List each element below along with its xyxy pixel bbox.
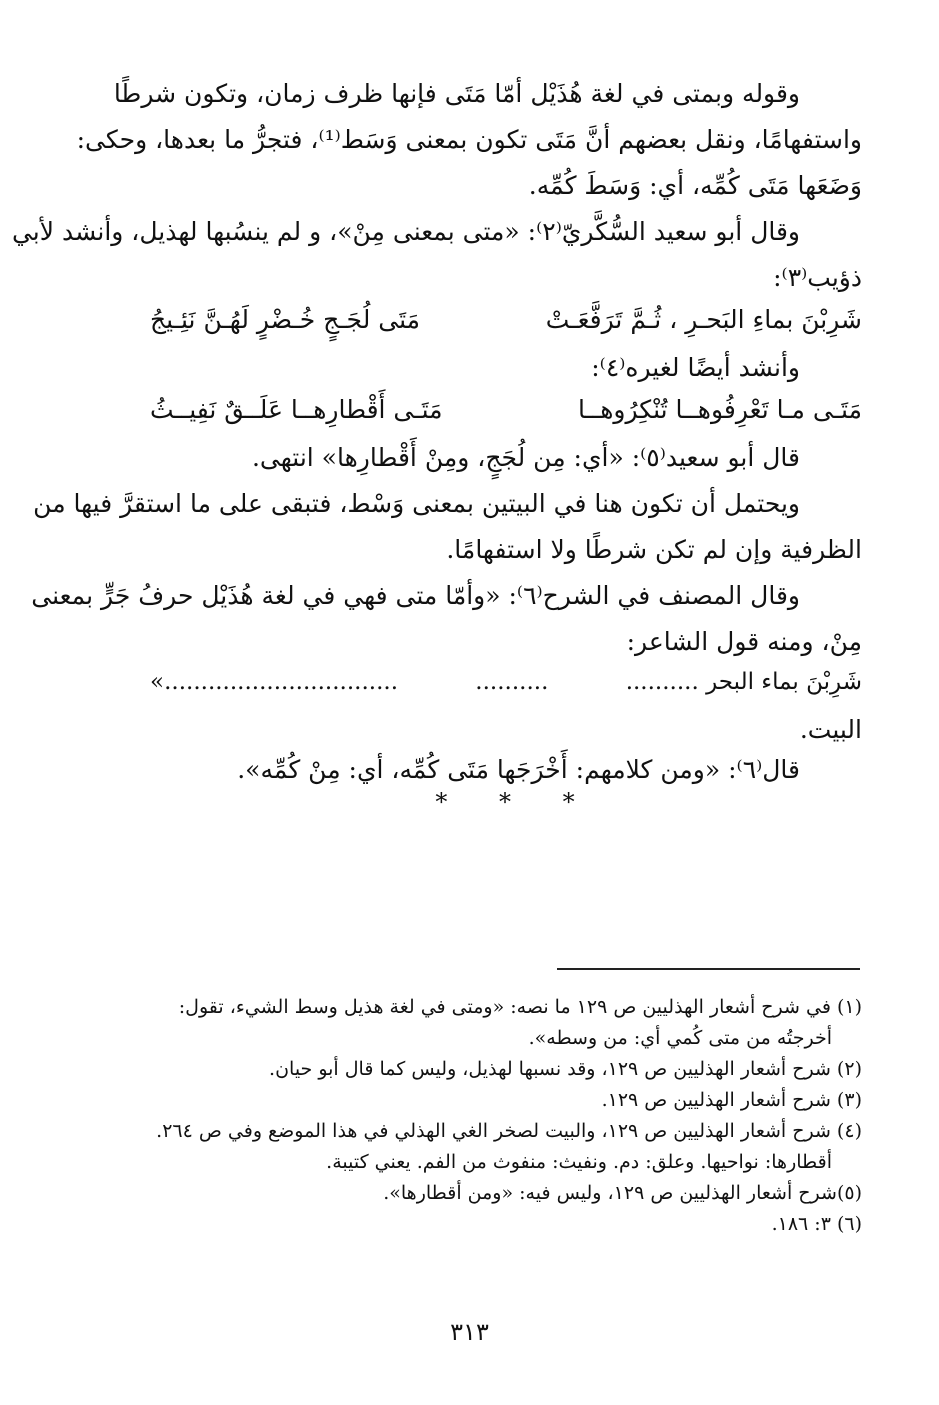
body-line-9: الظرفية وإن لم تكن شرطًا ولا استفهامًا. bbox=[446, 535, 862, 564]
body-line-7: قال أبو سعيد⁽٥⁾: «أي: مِن لُجَجٍ، ومِنْ أَقْطارِها» انتهى. bbox=[251, 443, 800, 472]
footnote-1: (١) في شرح أشعار الهذليين ص ١٢٩ ما نصه: «ومتى في لغة هذيل وسط الشيء، تقول: bbox=[178, 996, 862, 1018]
dotted-verse bbox=[150, 664, 862, 700]
body-line-8: ويحتمل أن تكون هنا في البيتين بمعنى وَسْط، فتبقى على ما استقرَّ فيها من bbox=[33, 489, 800, 518]
body-line-6: وأنشد أيضًا لغيره⁽٤⁾: bbox=[591, 353, 800, 382]
footnote-6: (٦) ٣: ١٨٦. bbox=[771, 1213, 862, 1235]
body-line-3: وَضَعَها مَتَى كُمِّه، أي: وَسَطَ كُمِّه. bbox=[528, 171, 862, 200]
body-line-12: البيت. bbox=[799, 715, 862, 744]
body-line-11: مِنْ، ومنه قول الشاعر: bbox=[626, 627, 862, 656]
footnotes bbox=[150, 992, 862, 1240]
body-line-1: وقوله وبمتى في لغة هُذَيْل أمّا مَتَى فإنها ظرف زمان، وتكون شرطًا bbox=[113, 79, 800, 108]
footnote-3: (٣) شرح أشعار الهذليين ص ١٢٩. bbox=[601, 1089, 862, 1111]
body-line-10: وقال المصنف في الشرح⁽٦⁾: «وأمّا متى فهي في لغة هُذَيْل حرفُ جَرٍّ بمعنى bbox=[31, 581, 800, 610]
section-stars: * * * bbox=[435, 788, 597, 816]
footnote-2: (٢) شرح أشعار الهذليين ص ١٢٩، وقد نسبها لهذيل، وليس كما قال أبو حيان. bbox=[269, 1058, 862, 1080]
footnote-4: (٤) شرح أشعار الهذليين ص ١٢٩، والبيت لصخر الغي الهذلي في هذا الموضع وفي ص ٢٦٤. bbox=[156, 1120, 862, 1142]
verse-1-first-hemistich: شَرِبْنَ بماءِ البَحـرِ ، ثُـمَّ تَرَفَّعَـتْ bbox=[545, 305, 862, 334]
page-number: ٣١٣ bbox=[450, 1318, 489, 1346]
body-line-5: ذؤيب⁽٣⁾: bbox=[773, 263, 862, 292]
body-line-4: وقال أبو سعيد السُّكَّريّ⁽٢⁾: «متى بمعنى مِنْ»، و لم ينسُبها لهذيل، وأنشد لأبي bbox=[11, 217, 800, 246]
verse-2 bbox=[150, 392, 862, 428]
verse-1 bbox=[150, 302, 862, 338]
verse-1-second-hemistich: مَتَى لُجَـجٍ خُـضْرٍ لَهُـنَّ نَئِـيجُ bbox=[150, 305, 421, 334]
footnote-4-cont: أقطارها: نواحيها. وعلق: دم. ونفيث: منفوث من الفم. يعني كتيبة. bbox=[326, 1151, 832, 1173]
verse-2-second-hemistich: مَتَـى أَقْطارِهــا عَلَــقٌ نَفِيــثُ bbox=[150, 395, 443, 424]
footnote-5: (٥)شرح أشعار الهذليين ص ١٢٩، وليس فيه: «ومن أقطارها». bbox=[383, 1182, 862, 1204]
footnote-1-cont: أخرجتُه من متى كُمي أي: من وسطه». bbox=[528, 1027, 832, 1049]
dotted-verse-last: ................................» bbox=[150, 669, 399, 695]
dotted-verse-middle: .......... bbox=[475, 669, 549, 695]
main-text bbox=[11, 78, 862, 816]
dotted-verse-first: شَرِبْنَ بماء البحر .......... bbox=[625, 669, 862, 695]
body-line-2: واستفهامًا، ونقل بعضهم أنَّ مَتَى تكون بمعنى وَسَط⁽¹⁾، فتجرُّ ما بعدها، وحكى: bbox=[76, 125, 862, 154]
body-line-13: قال⁽٦⁾: «ومن كلامهم: أَخْرَجَها مَتَى كُمِّه، أي: مِنْ كُمِّه». bbox=[237, 755, 800, 784]
footnote-separator bbox=[557, 968, 860, 970]
verse-2-first-hemistich: مَتَـى مـا تَعْرِفُوهــا تُنْكِرُوهــا bbox=[577, 395, 862, 424]
